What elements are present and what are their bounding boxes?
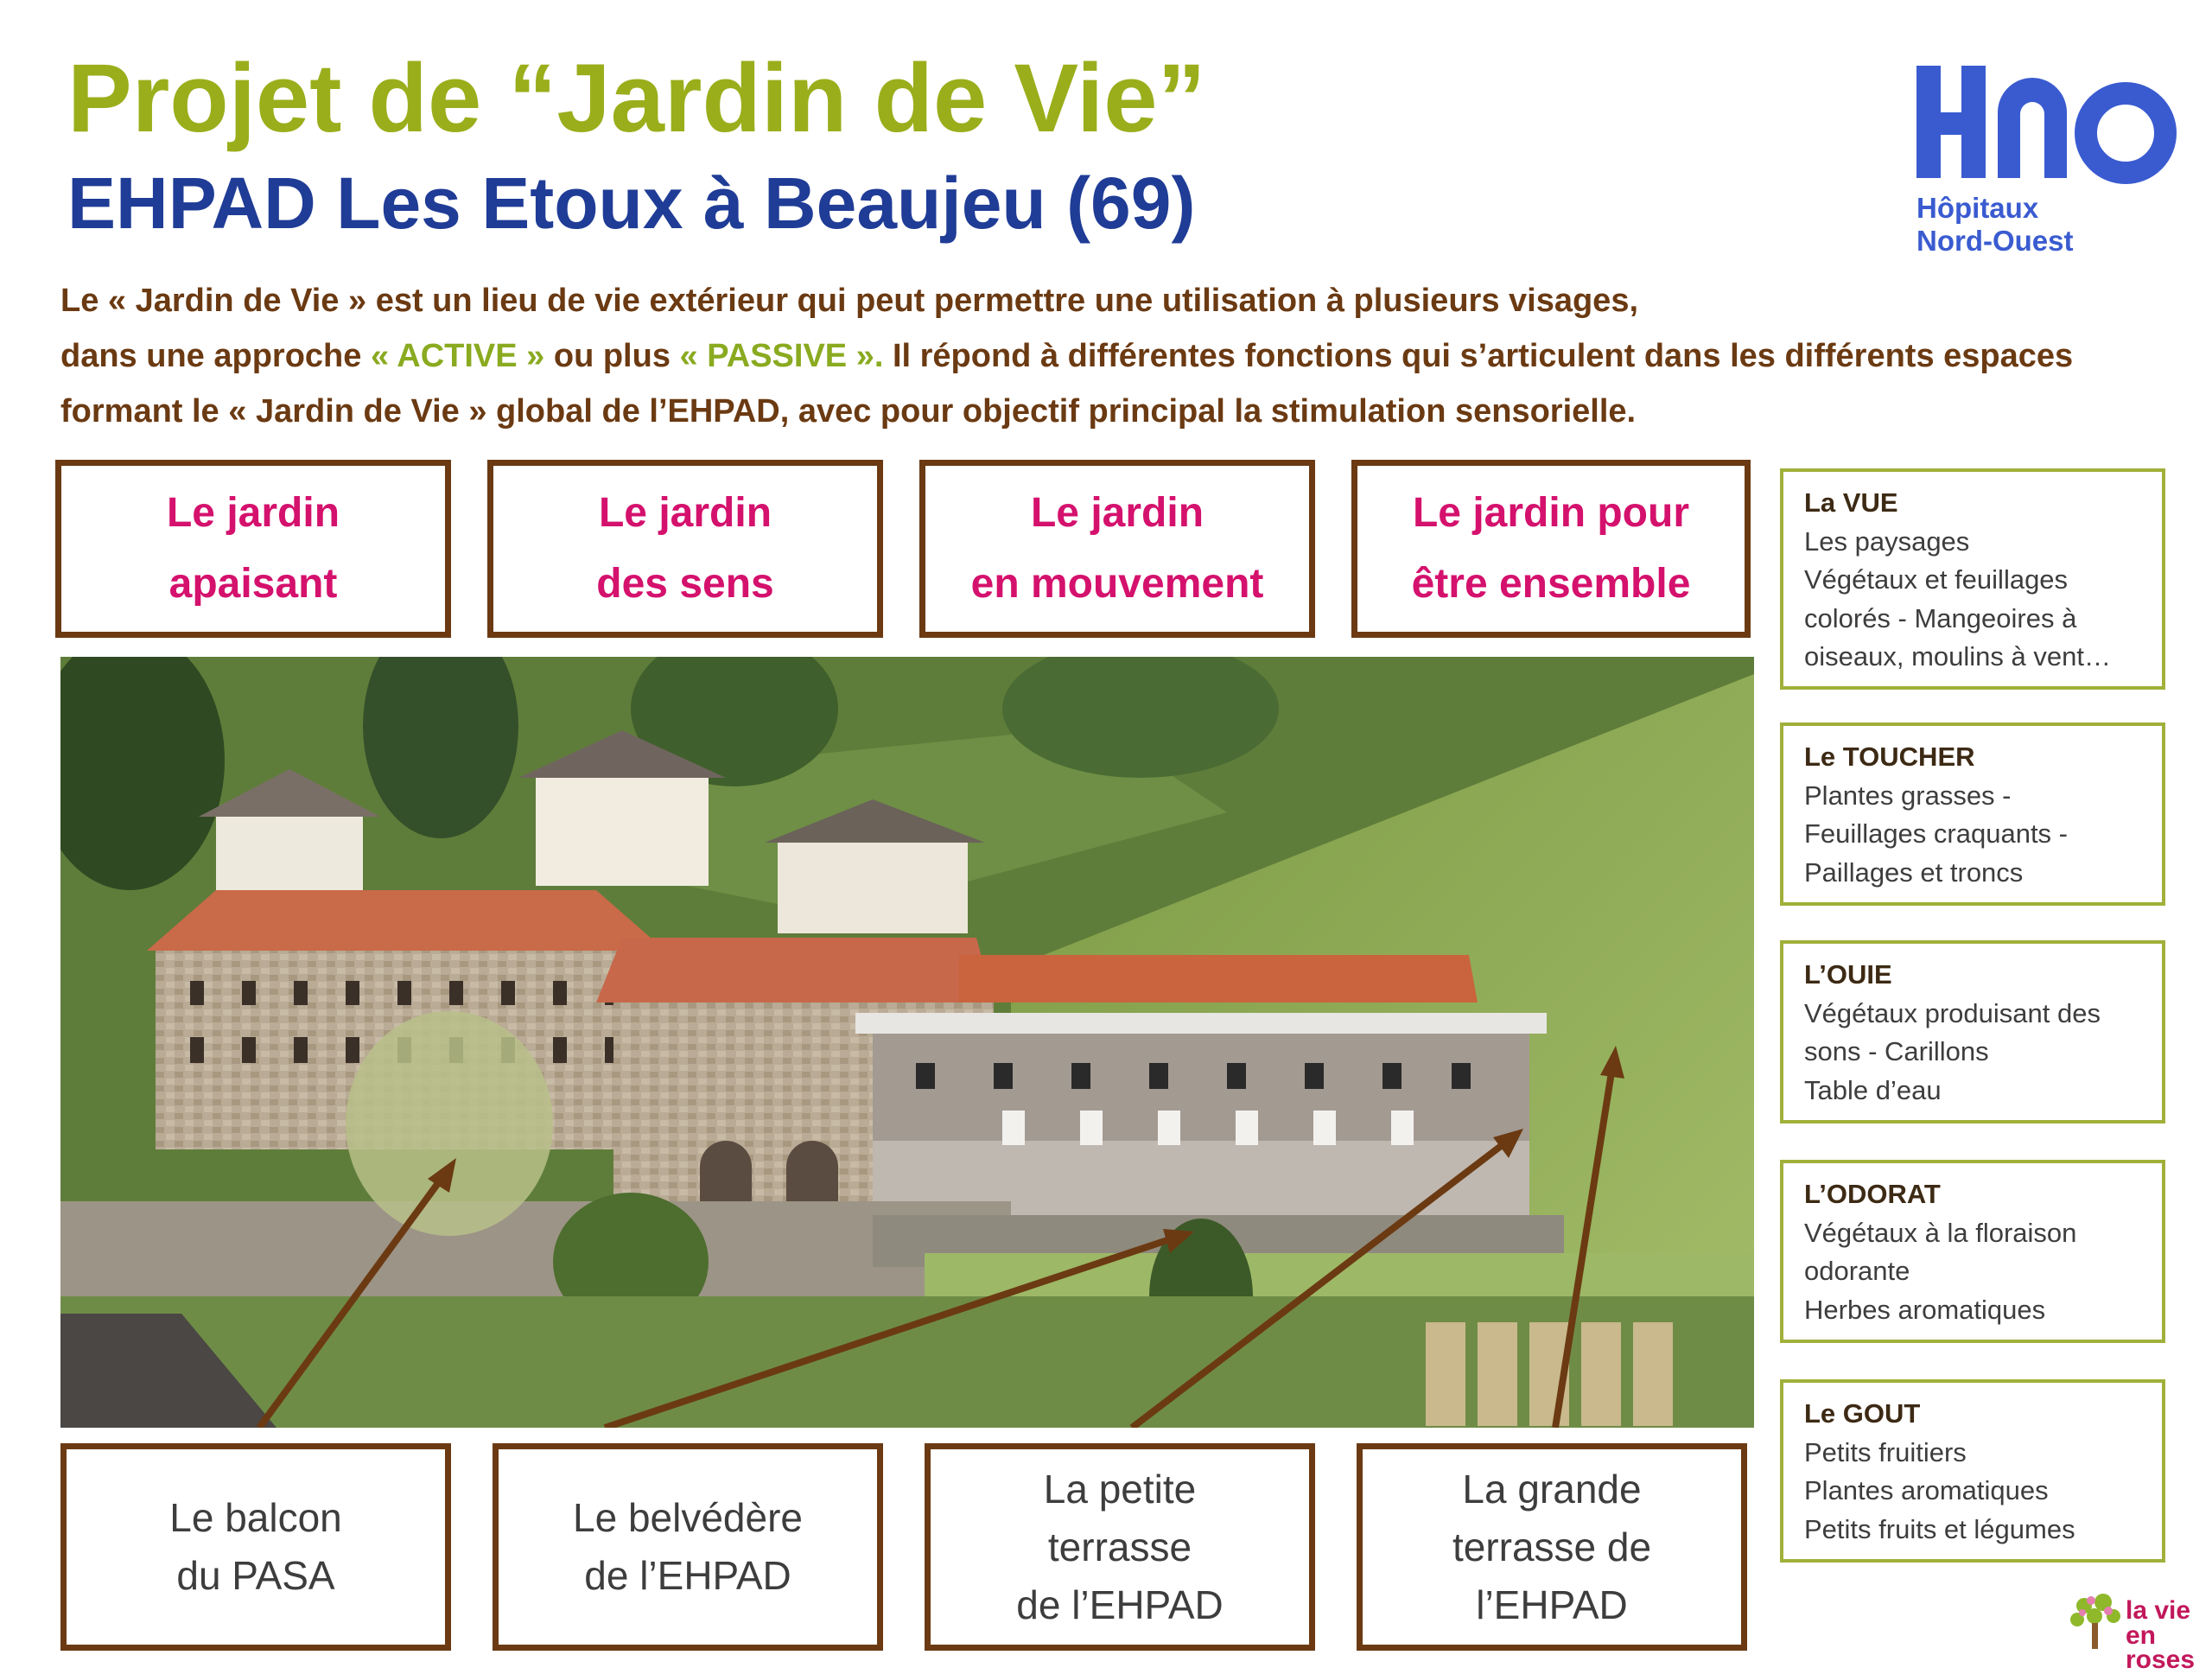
place-box-grande-terrasse: La grande terrasse de l’EHPAD (1357, 1443, 1747, 1651)
sense-box-toucher: Le TOUCHER Plantes grasses - Feuillages craquants - Paillages et troncs (1780, 722, 2165, 906)
sense-box-odorat: L’ODORAT Végétaux à la floraison odorante Herbes aromatiques (1780, 1160, 2165, 1343)
place-box-belvedere: Le belvédère de l’EHPAD (493, 1443, 883, 1651)
place-box-balcon: Le balcon du PASA (60, 1443, 451, 1651)
place-box-petite-terrasse: La petite terrasse de l’EHPAD (925, 1443, 1315, 1651)
logo-caption: Hôpitaux Nord-Ouest (1916, 192, 2074, 257)
passive-label: « PASSIVE ». (679, 338, 884, 374)
active-label: « ACTIVE » (370, 338, 545, 374)
intro-paragraph: Le « Jardin de Vie » est un lieu de vie extérieur qui peut permettre une utilisation à plusieurs visages, dans une approche « ACTIVE » ou plus « PASSIVE ». Il répond à différentes fonctions qui s’articulent dans les différents espaces formant le « Jardin de Vie » global de l’EHPAD, avec pour objectif principal la stimulation sensorielle. (60, 283, 2074, 430)
page-subtitle: EHPAD Les Etoux à Beaujeu (69) (67, 162, 1196, 244)
garden-box-apaisant: Le jardin apaisant (55, 460, 451, 638)
tree-icon (2065, 1590, 2126, 1652)
la-vie-en-roses-logo: la vie en roses (2126, 1596, 2196, 1674)
sense-box-vue: La VUE Les paysages Végétaux et feuillages colorés - Mangeoires à oiseaux, moulins à vent… (1780, 468, 2165, 690)
garden-box-sens: Le jardin des sens (487, 460, 883, 638)
garden-box-mouvement: Le jardin en mouvement (919, 460, 1315, 638)
sense-box-gout: Le GOUT Petits fruitiers Plantes aromatiques Petits fruits et légumes (1780, 1379, 2165, 1563)
sense-box-ouie: L’OUIE Végétaux produisant des sons - Carillons Table d’eau (1780, 940, 2165, 1123)
ehpad-photo (60, 657, 1754, 1428)
garden-box-ensemble: Le jardin pour être ensemble (1351, 460, 1751, 638)
page-title: Projet de “Jardin de Vie” (67, 44, 1206, 152)
